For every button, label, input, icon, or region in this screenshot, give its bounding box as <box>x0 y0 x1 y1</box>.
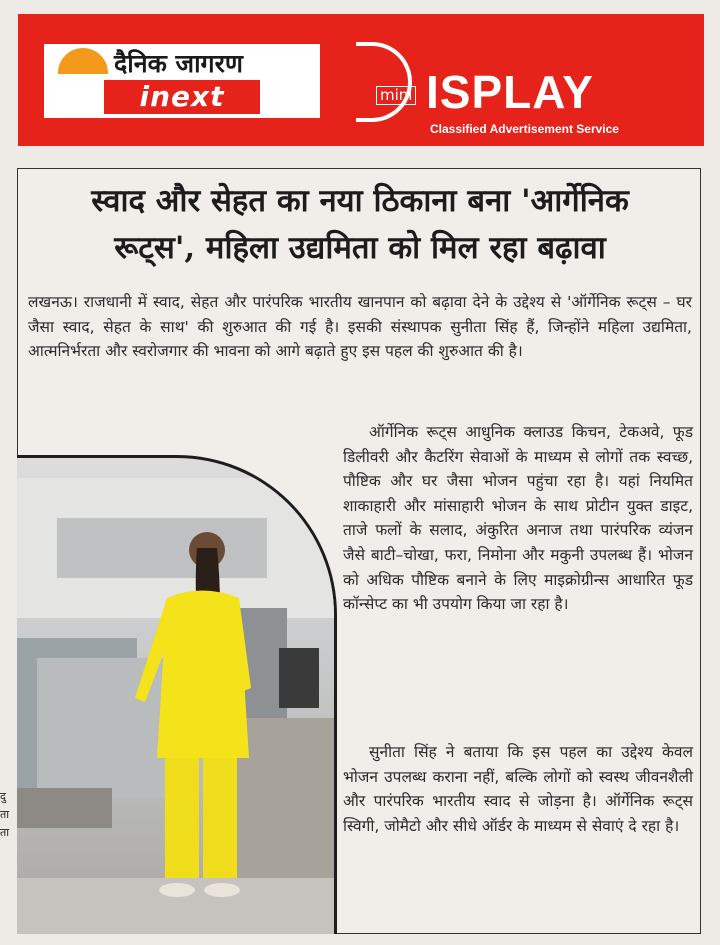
masthead-banner <box>18 14 704 146</box>
headline-line-1: स्वाद और सेहत का नया ठिकाना बना 'आर्गेनिक <box>91 183 629 219</box>
founder-photo <box>17 455 337 934</box>
article-paragraph-1: लखनऊ। राजधानी में स्वाद, सेहत और पारंपरिक भारतीय खानपान को बढ़ावा देने के उद्देश्य से 'ऑर्गेनिक रूट्स – घर जैसा स्वाद, सेहत के साथ' की शुरुआत की गई है। इसकी संस्थापक सुनीता सिंह हैं, जिन्होंने महिला उद्यमिता, आत्मनिर्भरता और स्वरोजगार की भावना को आगे बढ़ाते हुए इस पहल की शुरुआत की है। <box>28 293 692 361</box>
rising-sun-icon <box>58 48 108 74</box>
display-d-logo-icon <box>356 42 412 122</box>
display-tagline: Classified Advertisement Service <box>430 122 619 136</box>
article-paragraph-2: ऑर्गेनिक रूट्स आधुनिक क्लाउड किचन, टेकअवे, फूड डिलीवरी और कैटरिंग सेवाओं के माध्यम से लोगों तक स्वच्छ, पौष्टिक और घर जैसा भोजन पहुंचा रहा है। यहां नियमित शाकाहारी और मांसाहारी भोजन के साथ प्रोटीन युक्त डाइट, ताजे फलों के सलाद, अंकुरित अनाज तथा पारंपरिक व्यंजन जैसे बाटी–चोखा, फरा, निमोना और मकुनी उपलब्ध हैं। भोजन को अधिक पौष्टिक बनाने के लिए माइक्रोग्रीन्स आधारित फूड कॉन्सेप्ट का भी उपयोग किया जा रहा है। <box>343 423 693 614</box>
display-mini-label: mini <box>376 86 416 105</box>
article-headline <box>24 178 696 272</box>
display-wordmark: ISPLAY <box>426 66 594 118</box>
headline-line-2: रूट्स', महिला उद्यमिता को मिल रहा बढ़ावा <box>114 230 606 266</box>
inext-logo-text: inext <box>104 80 260 114</box>
paper-name: दैनिक जागरण <box>114 49 243 78</box>
dainik-jagran-inext-logo <box>44 44 320 118</box>
adjacent-column-edge-text: दु ता ता <box>0 790 10 839</box>
kitchen-photo-illustration <box>17 458 337 934</box>
article-paragraph-3: सुनीता सिंह ने बताया कि इस पहल का उद्देश्य केवल भोजन उपलब्ध कराना नहीं, बल्कि लोगों को स्वस्थ जीवनशैली और पारंपरिक भारतीय स्वाद से जोड़ना है। ऑर्गेनिक रूट्स स्विगी, जोमैटो और सीधे ऑर्डर के माध्यम से सेवाएं दे रहा है। <box>343 743 693 835</box>
